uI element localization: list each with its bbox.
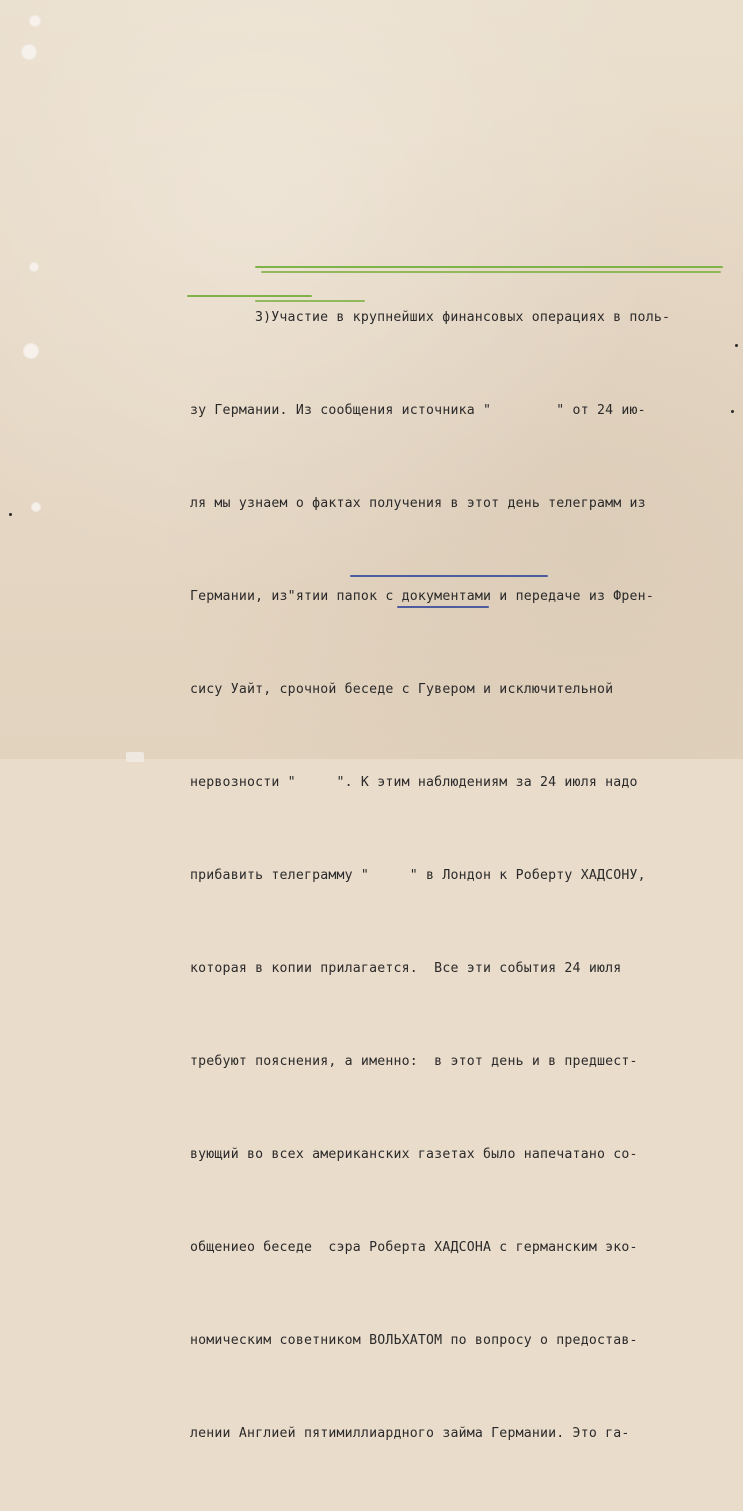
- blue-underline-mark: [350, 575, 548, 577]
- punch-hole: [21, 44, 37, 60]
- text-line: нервозности " ". К этим наблюдениям за 24 июля надо: [190, 775, 638, 790]
- punch-hole: [29, 262, 39, 272]
- text-line: Германии, из"ятии папок с документами и передаче из Френ-: [190, 589, 654, 604]
- text-line: зу Германии. Из сообщения источника " " от 24 ию-: [190, 403, 646, 418]
- text-line: общениео беседе сэра Роберта ХАДСОНА с германским эко-: [190, 1240, 638, 1255]
- blue-underline-mark: [397, 606, 489, 608]
- text-line: номическим советником ВОЛЬХАТОМ по вопросу о предостав-: [190, 1333, 638, 1348]
- punch-hole: [29, 15, 41, 27]
- punch-hole: [31, 502, 41, 512]
- ink-dot: [735, 344, 738, 347]
- text-line: лении Англией пятимиллиардного займа Германии. Это га-: [190, 1426, 630, 1441]
- green-underline-mark: [255, 266, 723, 268]
- ink-dot: [9, 513, 12, 516]
- green-underline-mark: [255, 300, 365, 302]
- paper-artifact: [126, 752, 144, 762]
- ink-dot: [731, 410, 734, 413]
- green-underline-mark: [187, 295, 312, 297]
- text-line: требуют пояснения, а именно: в этот день и в предшест-: [190, 1054, 638, 1069]
- green-underline-mark: [261, 271, 721, 273]
- text-line: ля мы узнаем о фактах получения в этот день телеграмм из: [190, 496, 646, 511]
- typed-text-block: [190, 240, 730, 1511]
- text-line: прибавить телеграмму " " в Лондон к Роберту ХАДСОНУ,: [190, 868, 646, 883]
- text-line: которая в копии прилагается. Все эти события 24 июля: [190, 961, 622, 976]
- text-line: 3)Участие в крупнейших финансовых операциях в поль-: [255, 310, 671, 325]
- text-line: вующий во всех американских газетах было напечатано со-: [190, 1147, 638, 1162]
- text-line: сису Уайт, срочной беседе с Гувером и исключительной: [190, 682, 614, 697]
- punch-hole: [23, 343, 39, 359]
